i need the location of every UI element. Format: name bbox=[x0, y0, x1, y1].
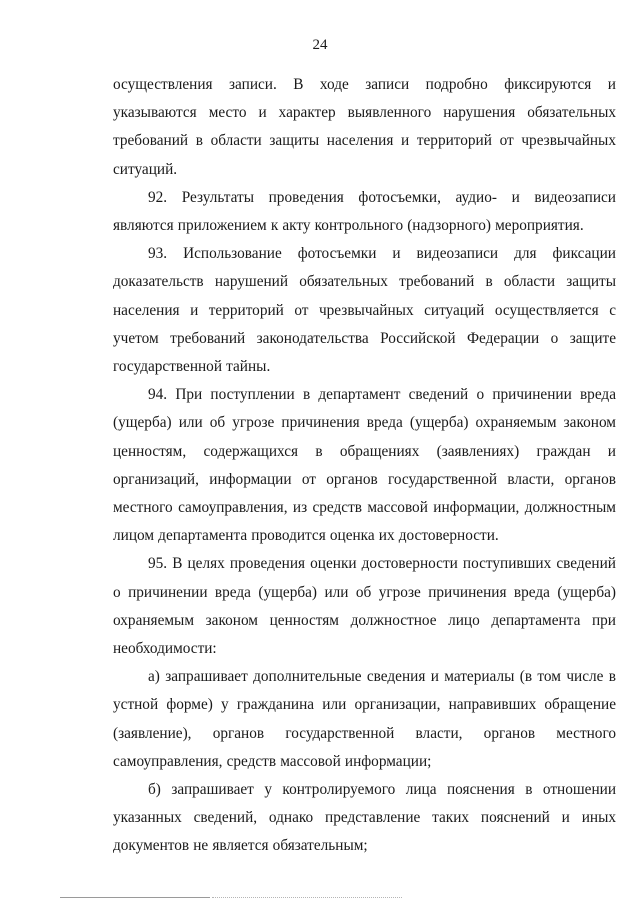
paragraph-item-95-b: б) запрашивает у контролируемого лица пояснения в отношении указанных сведений, однако представление таких пояснений и иных документов не является обязательным; bbox=[113, 781, 616, 855]
paragraph-item-92: 92. Результаты проведения фотосъемки, аудио- и видеозаписи являются приложением к акту контрольного (надзорного) мероприятия. bbox=[113, 188, 616, 235]
footer-rule bbox=[0, 897, 640, 898]
paragraph-item-93: 93. Использование фотосъемки и видеозаписи для фиксации доказательств нарушений обязательных требований в области защиты населения и территорий от чрезвычайных ситуаций осуществляется с учетом требований законодательства Российской Федерации о защите государственной тайны. bbox=[113, 245, 616, 376]
document-body bbox=[113, 71, 616, 861]
paragraph-item-95-a: а) запрашивает дополнительные сведения и материалы (в том числе в устной форме) у гражданина или организации, направивших обращение (заявление), органов государственной власти, органов местного самоуправления, средств массовой информации; bbox=[113, 668, 616, 770]
footer-rule-solid bbox=[60, 897, 210, 898]
page-number: 24 bbox=[312, 37, 328, 53]
paragraph-item-95: 95. В целях проведения оценки достоверности поступивших сведений о причинении вреда (ущерба) или об угрозе причинения вреда (ущерба) охраняемым законом ценностям должностное лицо департамента при необходимости: bbox=[113, 555, 616, 658]
paragraph-continuation: осуществления записи. В ходе записи подробно фиксируются и указываются место и характер выявленного нарушения обязательных требований в области защиты населения и территорий от чрезвычайных ситуаций. bbox=[113, 76, 616, 178]
paragraph-item-94: 94. При поступлении в департамент сведений о причинении вреда (ущерба) или об угрозе причинения вреда (ущерба) охраняемым законом ценностям, содержащихся в обращениях (заявлениях) граждан и организаций, информации от органов государственной власти, органов местного самоуправления, из средств массовой информации, должностным лицом департамента проводится оценка их достоверности. bbox=[113, 386, 616, 545]
footer-rule-dotted bbox=[212, 897, 402, 898]
